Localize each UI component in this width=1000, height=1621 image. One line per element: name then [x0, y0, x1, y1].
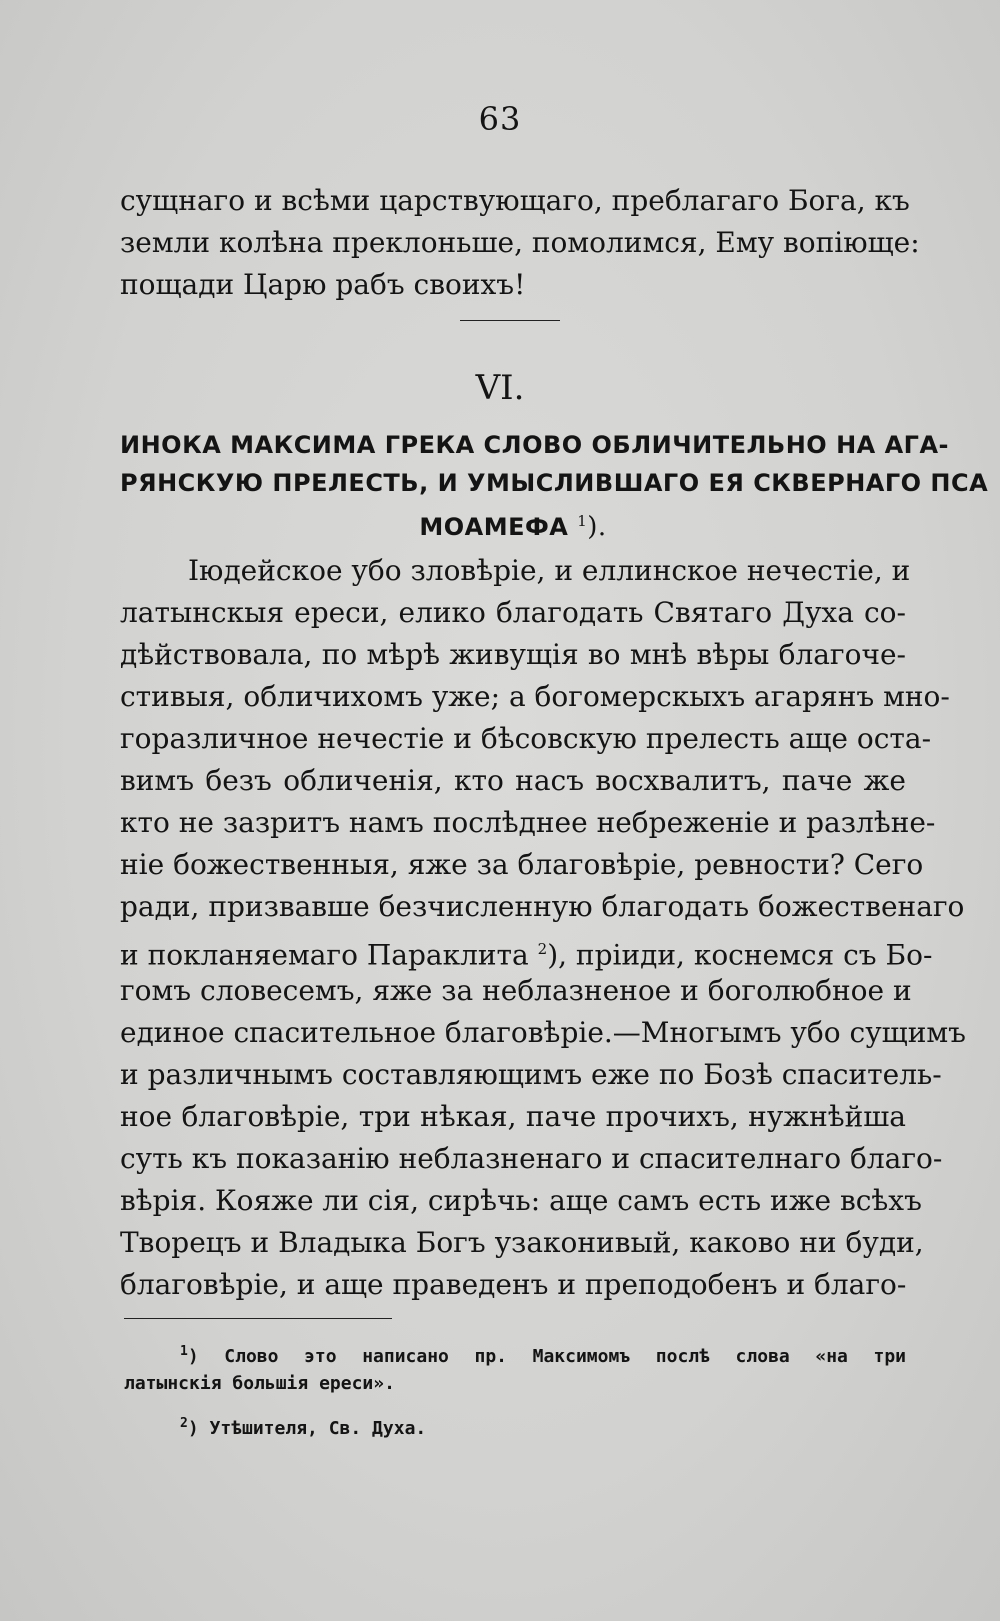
- heading-line: РЯНСКУЮ ПРЕЛЕСТЬ, И УМЫСЛИВШАГО ЕЯ СКВЕРНАГО ПСА: [120, 469, 989, 497]
- section-heading: [120, 426, 989, 542]
- page-number: 63: [478, 100, 522, 138]
- text-line: кто не зазритъ намъ послѣднее небреженіе и разлѣне-: [120, 806, 936, 839]
- text-line: сущнаго и всѣми царствующаго, преблагаго Бога, къ: [120, 184, 910, 217]
- text-line: ради, призвавше безчисленную благодать божественаго: [120, 890, 965, 923]
- heading-line: ИНОКА МАКСИМА ГРЕКА СЛОВО ОБЛИЧИТЕЛЬНО НА АГА-: [120, 431, 949, 459]
- text-fragment: ), пріиди, коснемся съ Бо-: [547, 938, 933, 972]
- text-line: горазличное нечестіе и бѣсовскую прелесть аще оста-: [120, 722, 932, 755]
- footnote-1-continuation: латынскія большія ереси».: [124, 1373, 395, 1394]
- section-divider: [460, 320, 560, 321]
- text-line: единое спасительное благовѣріе.—Многымъ убо сущимъ: [120, 1016, 966, 1049]
- footnote-text: ) Слово это написано пр. Максимомъ послѣ слова «на три: [187, 1346, 906, 1367]
- text-line: латынскыя ереси, елико благодать Святаго Духа со-: [120, 596, 906, 629]
- footnote-divider: [124, 1318, 392, 1319]
- footnote-mark: 1: [180, 1344, 188, 1359]
- text-line: пощади Царю рабъ своихъ!: [120, 268, 526, 301]
- footnote-2: [124, 1408, 906, 1440]
- footnotes: [124, 1336, 906, 1440]
- opening-paragraph: [120, 180, 920, 306]
- text-line: гомъ словесемъ, яже за неблазненое и боголюбное и: [120, 974, 912, 1007]
- text-line: суть къ показанію неблазненаго и спасителнаго благо-: [120, 1142, 943, 1175]
- text-line: ное благовѣріе, три нѣкая, паче прочихъ, нужнѣйша: [120, 1100, 906, 1133]
- footnote-ref-2: 2: [537, 940, 548, 958]
- footnote-ref-1: 1: [577, 512, 588, 530]
- body-paragraph: [120, 550, 966, 1306]
- text-line: вимъ безъ обличенія, кто насъ восхвалитъ, паче же: [120, 764, 906, 797]
- text-line: земли колѣна преклоньше, помолимся, Ему вопіюще:: [120, 226, 920, 259]
- footnote-mark: 2: [180, 1416, 188, 1431]
- heading-last-word: МОАМЕФА: [419, 513, 569, 541]
- text-line: благовѣріе, и аще праведенъ и преподобенъ и благо-: [120, 1268, 907, 1301]
- text-line: стивыя, обличихомъ уже; а богомерскыхъ агарянъ мно-: [120, 680, 950, 713]
- footnote-1: [124, 1336, 906, 1368]
- text-line: ніе божественныя, яже за благовѣріе, ревности? Сего: [120, 848, 924, 881]
- text-fragment: и покланяемаго Параклита: [120, 938, 529, 972]
- text-line: и различнымъ составляющимъ еже по Бозѣ спаситель-: [120, 1058, 942, 1091]
- text-line: [120, 928, 933, 972]
- heading-tail: ).: [587, 512, 607, 542]
- text-line: Іюдейское убо зловѣріе, и еллинское нечестіе, и: [188, 554, 911, 587]
- text-line: вѣрія. Кояже ли сія, сирѣчь: аще самъ есть иже всѣхъ: [120, 1184, 922, 1217]
- footnote-text: ) Утѣшителя, Св. Духа.: [187, 1418, 427, 1439]
- text-line: дѣйствовала, по мѣрѣ живущія во мнѣ вѣры благоче-: [120, 638, 906, 671]
- heading-line: [120, 502, 906, 540]
- text-line: Творецъ и Владыка Богъ узаконивый, каково ни буди,: [120, 1226, 924, 1259]
- section-numeral: VI.: [475, 368, 525, 408]
